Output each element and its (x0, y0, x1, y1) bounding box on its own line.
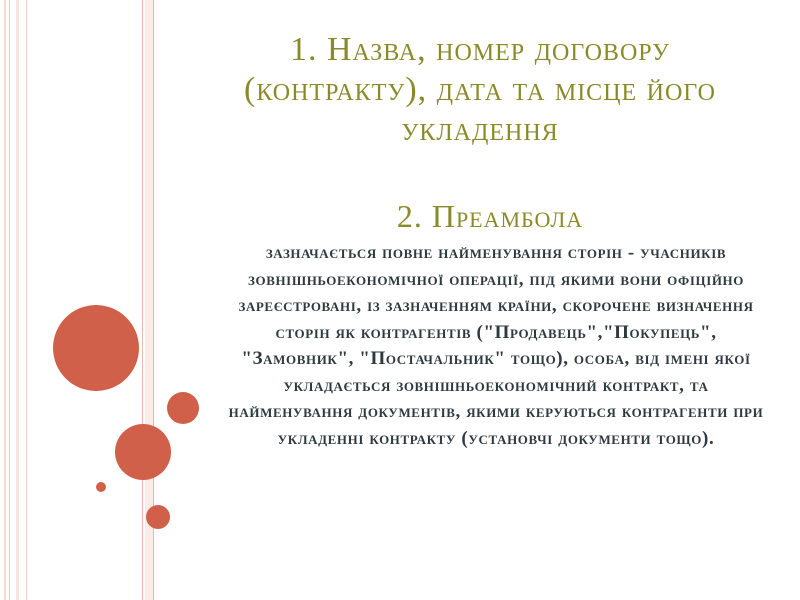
decor-stripe (4, 0, 6, 600)
decor-circle-small (146, 505, 170, 529)
decor-stripe (26, 0, 27, 600)
decor-stripe (9, 0, 10, 600)
decor-circle-large (53, 305, 139, 391)
decor-stripe (142, 0, 143, 600)
decor-circle-tiny (96, 482, 106, 492)
decor-stripe (16, 0, 19, 600)
decor-circle-medium (167, 392, 199, 424)
slide-subheading: 2. Преамбола (396, 198, 584, 234)
slide-title: 1. Назва, номер договору (контракту), дата та місце його укладення (244, 31, 716, 148)
slide-body-text: зазначається повне найменування сторін - учасників зовнішньоекономічної операції, під якими вони офіційно зареєстровані, із зазначенням країни, скорочене визначення сторін як контрагентів ("Продавець","Покупець", "Замовник", "Постачальник" тощо), особа, від імені якої укладається зовнішньоекономічний контракт, та найменування документів, якими керуються контрагенти при укладенні контракту (установчі документи тощо). (228, 242, 764, 449)
decor-circle-medium-large (115, 424, 171, 480)
